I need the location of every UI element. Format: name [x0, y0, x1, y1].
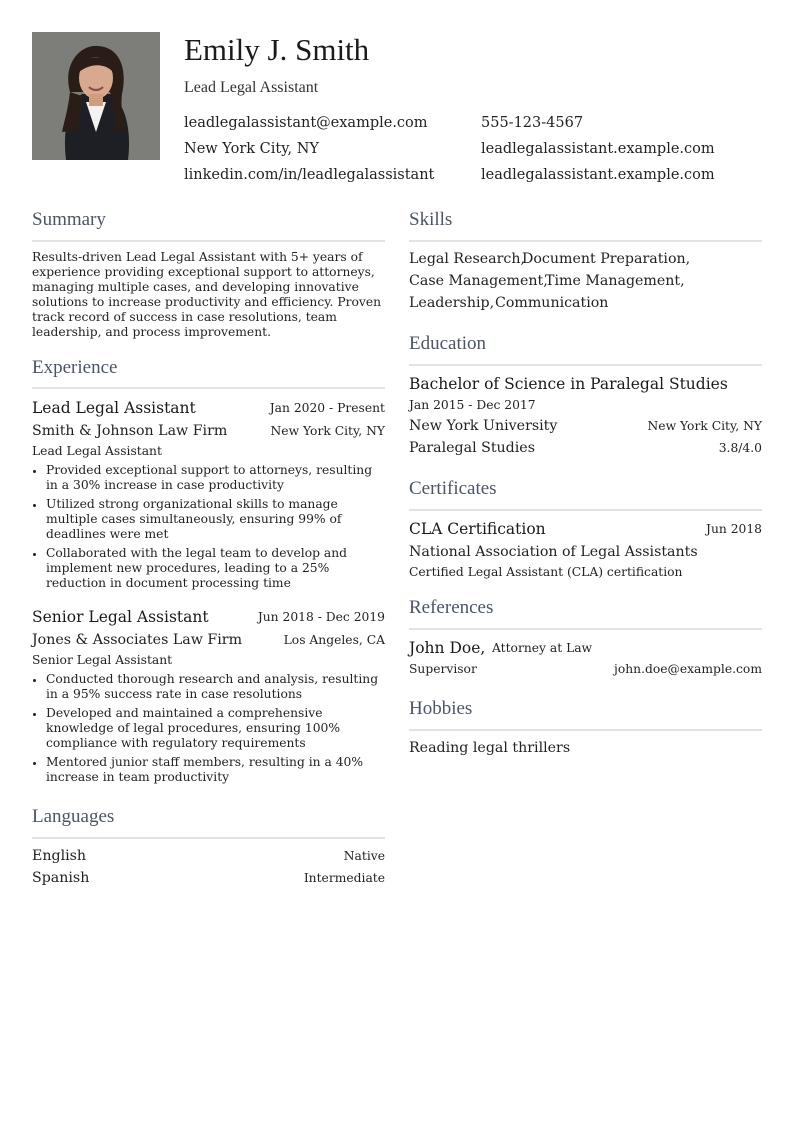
email-link[interactable]: leadlegalassistant@example.com: [184, 115, 428, 131]
job-bullet: Utilized strong organizational skills to manage multiple cases simultaneously, ensuring 99% of deadlines were met: [46, 497, 386, 542]
certificate-date: Jun 2018: [706, 522, 762, 536]
education-location: New York City, NY: [647, 419, 762, 433]
phone-link[interactable]: 555-123-4567: [481, 115, 584, 131]
job-location: New York City, NY: [270, 424, 385, 438]
certificate-name: CLA Certification: [409, 520, 546, 538]
job-location: Los Angeles, CA: [283, 633, 385, 647]
education-heading: Education: [409, 333, 487, 354]
job-company: Jones & Associates Law Firm: [32, 632, 243, 648]
job-role: Senior Legal Assistant: [32, 608, 209, 626]
job-subtitle: Senior Legal Assistant: [32, 653, 173, 667]
reference-name: John Doe,: [409, 639, 486, 657]
candidate-name: Emily J. Smith: [184, 32, 370, 67]
certificate-issuer: National Association of Legal Assistants: [409, 544, 698, 560]
skills-divider: [409, 240, 762, 242]
skill-item: Time Management,: [545, 273, 685, 289]
skill-item: Leadership,: [409, 295, 495, 311]
job-bullet: Conducted thorough research and analysis, resulting in a 95% success rate in case resolutions: [46, 672, 386, 702]
certificates-divider: [409, 509, 762, 511]
hobbies-divider: [409, 729, 762, 731]
certificates-heading: Certificates: [409, 478, 497, 499]
hobby-item: Reading legal thrillers: [409, 740, 571, 756]
job-bullets: [32, 463, 386, 595]
job-company: Smith & Johnson Law Firm: [32, 423, 228, 439]
language-level: Intermediate: [303, 871, 385, 885]
linkedin-link[interactable]: linkedin.com/in/leadlegalassistant: [184, 167, 435, 183]
education-degree: Bachelor of Science in Paralegal Studies: [409, 375, 728, 393]
skill-item: Legal Research,: [409, 251, 525, 267]
experience-heading: Experience: [32, 357, 118, 378]
languages-divider: [32, 837, 385, 839]
reference-relation: Supervisor: [409, 662, 477, 676]
hobbies-heading: Hobbies: [409, 698, 473, 719]
person-portrait-icon: [32, 32, 160, 160]
job-bullets: [32, 672, 386, 789]
language-name: Spanish: [32, 870, 90, 886]
education-divider: [409, 364, 762, 366]
skills-heading: Skills: [409, 209, 453, 230]
references-divider: [409, 628, 762, 630]
job-bullet: Collaborated with the legal team to develop and implement new procedures, leading to a 25% reduction in document processing time: [46, 546, 386, 591]
certificate-description: Certified Legal Assistant (CLA) certification: [409, 565, 683, 579]
skill-item: Document Preparation,: [522, 251, 691, 267]
skill-item: Communication: [495, 295, 609, 311]
candidate-title: Lead Legal Assistant: [184, 79, 319, 96]
language-name: English: [32, 848, 87, 864]
references-heading: References: [409, 597, 494, 618]
job-dates: Jun 2018 - Dec 2019: [257, 610, 385, 624]
job-dates: Jan 2020 - Present: [269, 401, 385, 415]
education-dates: Jan 2015 - Dec 2017: [409, 398, 536, 412]
job-role: Lead Legal Assistant: [32, 399, 196, 417]
languages-heading: Languages: [32, 806, 115, 827]
education-school: New York University: [409, 418, 558, 434]
job-subtitle: Lead Legal Assistant: [32, 444, 162, 458]
skill-item: Case Management,: [409, 273, 548, 289]
education-field: Paralegal Studies: [409, 440, 535, 456]
job-bullet: Developed and maintained a comprehensive knowledge of legal procedures, ensuring 100% compliance with regulatory requirements: [46, 706, 386, 751]
job-bullet: Mentored junior staff members, resulting in a 40% increase in team productivity: [46, 755, 386, 785]
job-bullet: Provided exceptional support to attorneys, resulting in a 30% increase in case productivity: [46, 463, 386, 493]
summary-heading: Summary: [32, 209, 106, 230]
language-level: Native: [343, 849, 385, 863]
location-text: New York City, NY: [184, 141, 319, 157]
education-gpa: 3.8/4.0: [718, 441, 762, 455]
website-link[interactable]: leadlegalassistant.example.com: [481, 141, 715, 157]
reference-position: Attorney at Law: [492, 641, 593, 655]
summary-divider: [32, 240, 385, 242]
experience-divider: [32, 387, 385, 389]
summary-text: Results-driven Lead Legal Assistant with 5+ years of experience providing exceptional support to attorneys, managing multiple cases, and developing innovative solutions to increase productivity and efficiency. Proven track record of success in case resolutions, team leadership, and process improvement.: [32, 250, 382, 339]
reference-email[interactable]: john.doe@example.com: [614, 662, 762, 676]
website-link-secondary[interactable]: leadlegalassistant.example.com: [481, 167, 715, 183]
profile-photo: [32, 32, 160, 160]
